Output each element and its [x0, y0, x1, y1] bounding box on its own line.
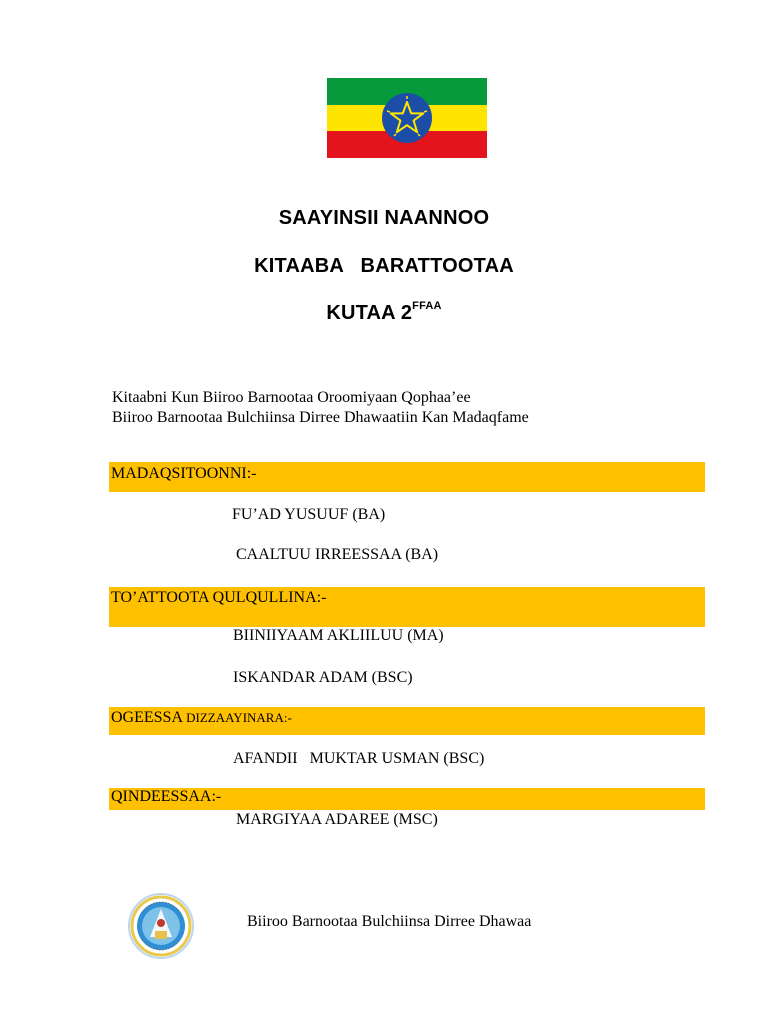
- quality-heading: TO’ATTOOTA QULQULLINA:-: [109, 587, 705, 627]
- intro-line-2: Biiroo Barnootaa Bulchiinsa Dirree Dhawaatiin Kan Madaqfame: [112, 409, 529, 426]
- grade-title: [0, 302, 768, 325]
- design-heading: [109, 707, 705, 735]
- footer-text: Biiroo Barnootaa Bulchiinsa Dirree Dhawaa: [247, 913, 532, 930]
- compiler-1: MARGIYAA ADAREE (MSC): [236, 811, 438, 828]
- grade-main: KUTAA 2: [326, 302, 413, 324]
- education-bureau-seal-icon: [128, 893, 194, 959]
- design-heading-small: DIZZAAYINARA:-: [186, 710, 292, 725]
- ethiopia-flag: [327, 78, 487, 158]
- book-title: KITAABA BARATTOOTAA: [254, 255, 514, 277]
- grade-superscript: FFAA: [412, 300, 442, 312]
- adapter-1: FU’AD YUSUUF (BA): [232, 506, 386, 523]
- compiler-heading: QINDEESSAA:-: [109, 788, 705, 810]
- designer-1: AFANDII MUKTAR USMAN (BSC): [233, 750, 485, 767]
- adapter-2: CAALTUU IRREESSAA (BA): [236, 546, 439, 563]
- quality-1: BIINIIYAAM AKLIILUU (MA): [233, 627, 444, 644]
- flag-emblem-icon: [382, 93, 432, 143]
- intro-line-1: Kitaabni Kun Biiroo Barnootaa Oroomiyaan Qophaa’ee: [112, 389, 471, 406]
- design-heading-main: OGEESSA: [111, 709, 187, 726]
- subject-title: SAAYINSII NAANNOO: [278, 207, 490, 229]
- adapters-heading: MADAQSITOONNI:-: [109, 462, 705, 492]
- quality-2: ISKANDAR ADAM (BSC): [233, 669, 413, 686]
